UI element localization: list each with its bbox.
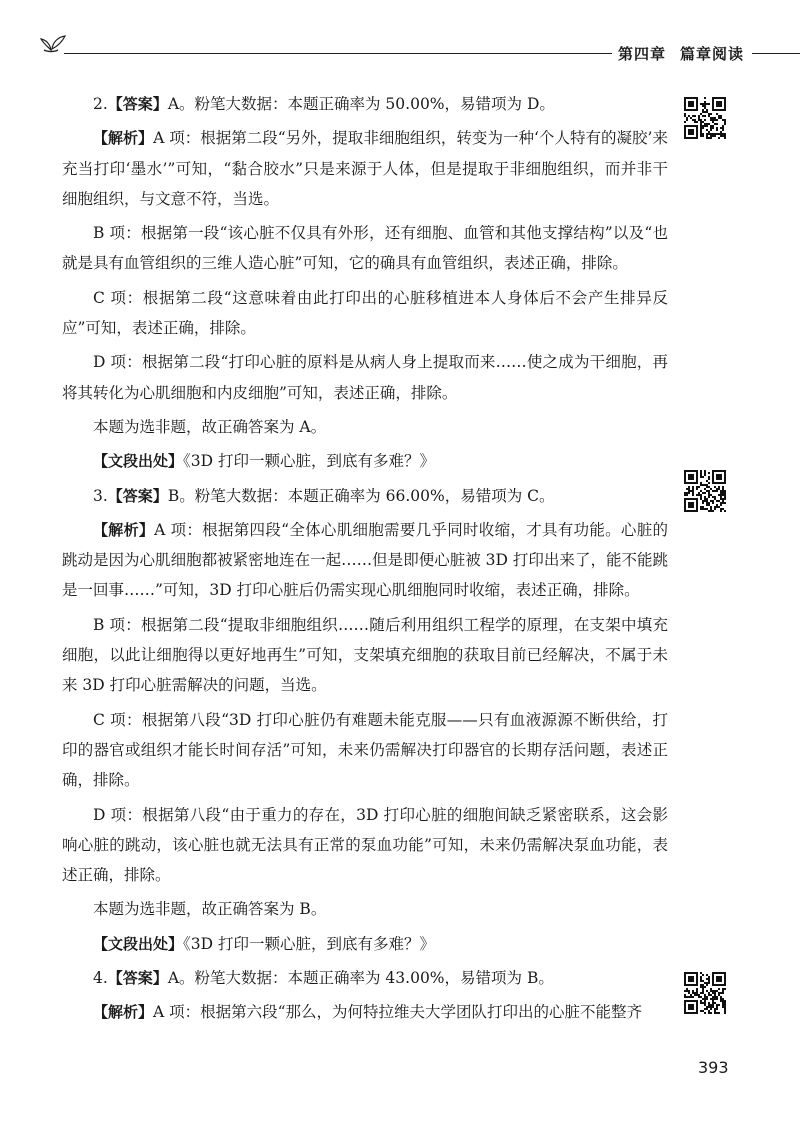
qr-code-icon[interactable] — [683, 971, 727, 1015]
paragraph — [62, 412, 668, 442]
paragraph — [62, 515, 668, 606]
paragraph — [62, 347, 668, 408]
paragraph — [62, 123, 668, 214]
paragraph — [62, 218, 668, 279]
paragraph-text: 本题为选非题，故正确答案为 A。 — [93, 417, 327, 436]
paragraph — [62, 446, 668, 476]
paragraph — [62, 997, 668, 1027]
paragraph-text: B 项：根据第一段“该心脏不仅具有外形，还有细胞、血管和其他支撑结构”以及“也就是具有血管组织的三维人造心脏”可知，它的确具有血管组织，表述正确，排除。 — [62, 224, 668, 273]
section-tag: 【答案】 — [107, 486, 168, 505]
paragraph — [62, 963, 668, 993]
paragraph-text: 本题为选非题，故正确答案为 B。 — [93, 900, 327, 919]
header-rule-right — [752, 53, 800, 54]
answer-explanation-body — [62, 89, 668, 1032]
qr-code-icon[interactable] — [683, 469, 727, 513]
paragraph-text: A 项：根据第六段“那么，为何特拉维夫大学团队打印出的心脏不能整齐 — [153, 1003, 643, 1022]
paragraph-text: B。粉笔大数据：本题正确率为 66.00%，易错项为 C。 — [167, 486, 555, 505]
paragraph-text: A。粉笔大数据：本题正确率为 43.00%，易错项为 B。 — [167, 969, 554, 988]
running-header — [40, 40, 745, 64]
paragraph — [62, 89, 668, 119]
paragraph-text: A。粉笔大数据：本题正确率为 50.00%，易错项为 D。 — [167, 95, 555, 113]
chapter-label: 第四章 — [618, 45, 667, 63]
paragraph-text: B 项：根据第二段“提取非细胞组织……随后利用组织工程学的原理，在支架中填充细胞，以此让细胞得以更好地再生”可知，支架填充细胞的获取目前已经解决，不属于未来 3D 打印心脏需解决的问题，当选。 — [62, 615, 668, 695]
paragraph — [62, 481, 668, 511]
section-tag: 【解析】 — [93, 1003, 154, 1022]
paragraph — [62, 929, 668, 959]
header-title — [618, 43, 744, 64]
section-tag: 【答案】 — [107, 969, 168, 988]
paragraph-text: D 项：根据第二段“打印心脏的原料是从病人身上提取而来……使之成为干细胞，再将其转化为心肌细胞和内皮细胞”可知，表述正确，排除。 — [62, 353, 668, 402]
section-tag: 【答案】 — [107, 95, 168, 113]
section-tag: 【文段出处】 — [93, 934, 184, 953]
paragraph — [62, 610, 668, 701]
paragraph — [62, 705, 668, 796]
question-number: 3. — [93, 486, 108, 505]
leaf-sprout-icon — [40, 30, 68, 54]
paragraph — [62, 283, 668, 344]
paragraph-text: 《3D 打印一颗心脏，到底有多难？》 — [183, 934, 435, 953]
paragraph-text: A 项：根据第二段“另外，提取非细胞组织，转变为一种‘个人特有的凝胶’来充当打印‘墨水’”可知，“黏合胶水”只是来源于人体，但是提取于非细胞组织，而并非干细胞组织，与文意不符，当选。 — [62, 129, 668, 208]
paragraph-text: C 项：根据第八段“3D 打印心脏仍有难题未能克服——只有血液源源不断供给，打印的器官或组织才能长时间存活”可知，未来仍需解决打印器官的长期存活问题，表述正确，排除。 — [62, 710, 668, 790]
question-number: 2. — [93, 95, 108, 113]
header-rule — [64, 53, 612, 54]
page-number: 393 — [698, 1058, 729, 1077]
qr-code-icon[interactable] — [683, 96, 727, 140]
paragraph — [62, 800, 668, 891]
section-label: 篇章阅读 — [680, 45, 745, 63]
paragraph-text: 《3D 打印一颗心脏，到底有多难？》 — [183, 452, 435, 471]
section-tag: 【文段出处】 — [93, 452, 184, 471]
paragraph-text: A 项：根据第四段“全体心肌细胞需要几乎同时收缩，才具有功能。心脏的跳动是因为心肌细胞都被紧密地连在一起……但是即便心脏被 3D 打印出来了，能不能跳是一回事……”可知，3D 打印心脏后仍需实现心肌细胞同时收缩，表述正确，排除。 — [62, 520, 668, 600]
section-tag: 【解析】 — [93, 520, 155, 539]
paragraph — [62, 894, 668, 924]
question-number: 4. — [93, 969, 108, 988]
paragraph-text: C 项：根据第二段“这意味着由此打印出的心脏移植进本人身体后不会产生排异反应”可知，表述正确，排除。 — [62, 288, 668, 338]
paragraph-text: D 项：根据第八段“由于重力的存在，3D 打印心脏的细胞间缺乏紧密联系，这会影响心脏的跳动，该心脏也就无法具有正常的泵血功能”可知，未来仍需解决泵血功能，表述正确，排除。 — [62, 805, 668, 885]
section-tag: 【解析】 — [93, 129, 154, 148]
